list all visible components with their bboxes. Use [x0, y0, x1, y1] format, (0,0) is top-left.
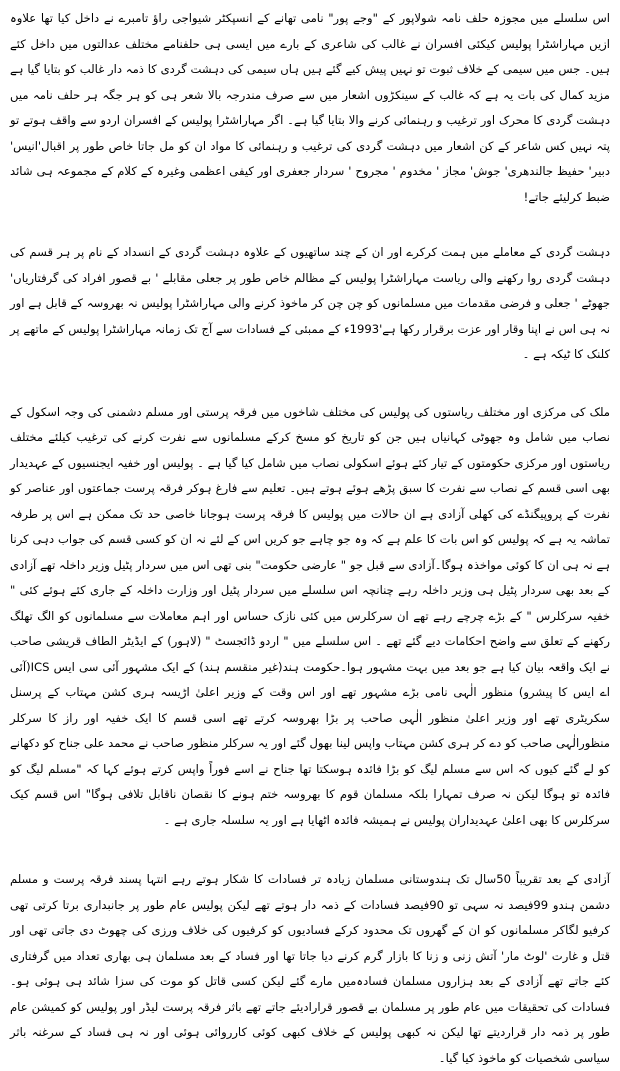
paragraph-riots-history: آزادی کے بعد تقریباً 50سال تک ہندوستانی مسلمان زیادہ تر فسادات کا شکار ہوتے رہے انتہا پسند فرقہ پرست و مسلم دشمن ہندو 99فیصد نہ سہی تو 90فیصد فسادات کے ذمہ دار ہوتے تھے لیکن پولیس عام طور پر جانبداری برتا کرتی تھی کرفیو لگاکر مسلمانوں کو ان کے گھروں تک محدود کرکے فسادیوں کو کرفیوں کی خلاف ورزی کی چھوٹ دی جاتی تھی اور قتل و غارت 'لوٹ مار' آتش زنی و زنا کا بازار گرم کرنے دیا جاتا تھا اور فساد کے بعد مسلمان ہی بھاری تعداد میں گرفتاری کئے جاتے تھے آزادی کے بعد ہزاروں مسلمان فسادہ‌میں مارے گئے لیکن کسی قاتل کو موت کی سزا شائد ہی ہوئی ہو۔ فسادات کی تحقیقات میں عام طور پر مسلمان بے قصور قرارادیئے جاتے تھے باثر فرقہ پرست لیڈر اور پولیس کو کمیشن عام طور پر ذمہ دار قراردیتے تھا لیکن نہ کبھی پولیس کے خلاف کبھی کوئی کارروائی ہوئی اور نہ ہی فساد کے سرغنہ باثر سیاسی شخصیات کو ماخوذ کیا گیا۔: [10, 872, 611, 1065]
paragraph-ghalib-affidavits: اس سلسلے میں مجوزہ حلف نامہ شولاپور کے "وجے پور" نامی تھانے کے انسپکٹر شیواجی راؤ تامبرے نے داخل کیا تھا علاوہ ازیں مہاراشٹرا پولیس کیکئی افسران نے غالب کی شاعری کے بارے میں ایسی ہی حلفنامے مختلف عدالتوں میں داخل کئے ہیں۔ جس میں سیمی کے خلاف ثبوت تو نہیں پیش کیے گئے ہیں ہاں سیمی کی دہشت گردی کا ذمہ دار غالب کو بتایا گیا ہے مزید کمال کی بات یہ ہے کہ غالب کے سینکڑوں اشعار میں سے صرف مندرجہ بالا شعر ہی کو ہر جگہ ہر حلف نامہ میں دہشت گردی کا محرک اور ترغیب و رہنمائی کرنے والا بتایا گیا ہے۔ اگر مہاراشٹرا پولیس کے افسران اردو سے واقف ہوتے تو پتہ نہیں کس شاعر کے کن اشعار میں دہشت گردی کی ترغیب و رہنمائی کا مواد ان کو مل جاتا خاص طور پر اقبال'انیس' دبیر' حفیظ جالندھری' جوش' مجاز ' مخدوم ' مجروح ' سردار جعفری اور کیفی اعظمی وغیرہ کے کلام کے مجموعہ ہی شائد ضبط کرلیئے جاتے!: [10, 11, 610, 204]
paragraph-maharashtra-police: دہشت گردی کے معاملے میں ہمت کرکرے اور ان کے چند ساتھیوں کے علاوہ دہشت گردی کے انسداد کے نام پر ہر قسم کی دہشت گردی روا رکھنے والی ریاست مہاراشٹرا پولیس کے مظالم خاص طور پر جعلی مقابلے ' بے قصور افراد کی گرفتاریاں' جھوٹے ' جعلی و فرضی مقدمات میں مسلمانوں کو چن چن کر ماخوذ کرنے والی مہاراشٹرا پولیس نہ بھروسہ کے قابل ہے اور نہ ہی اس نے اپنا وقار اور عزت برقرار رکھا ہے'1993ء کے ممبئی کے فسادات سے آج تک زمانہ مہاراشٹرا پولیس کے ماتھے پر کلنک کا ٹیکہ ہے ۔: [10, 245, 610, 361]
paragraph-police-bias: ملک کی مرکزی اور مختلف ریاستوں کی پولیس کی مختلف شاخوں میں فرقہ پرستی اور مسلم دشمنی کی وجہ اسکول کے نصاب میں شامل وہ جھوٹی کہانیاں ہیں جن کو تاریخ کو مسخ کرکے مسلمانوں سے نفرت کرنے کی ترغیب کیلئے مختلف ریاستوں اور مرکزی حکومتوں کے تیار کئے ہوئے اسکولی نصاب میں شامل کیا گیا ہے ۔ پولیس اور خفیہ ایجنسیوں کے عہدیدار بھی اسی قسم کے نصاب سے نفرت کا سبق پڑھے ہوئے ہوتے ہیں۔ تعلیم سے فارغ ہوکر فرقہ پرست جماعتوں اور عناصر کو نفرت کے پروپیگنڈے کی کھلی آزادی ہے ان حالات میں پولیس کا فرقہ پرست ہوجانا خاصی حد تک ممکن ہے اس پر طرفہ تماشہ یہ ہے کہ پولیس کو اس بات کا علم ہے کہ وہ جو چاہے جو کریں اس کے لئے نہ ان کو کسی قسم کی جواب دہی کرنا ہے نہ ہی ان کا کوئی مواخذہ ہوگا۔آزادی سے قبل جو " عارضی حکومت" بنی تھی اس میں سردار پٹیل وزیر داخلہ تھے آزادی کے بعد بھی سردار پٹیل ہی وزیر داخلہ رہے چنانچہ اس سلسلے میں سردار پٹیل اور وزارت داخلہ کے جاری کئے ہوئے کئی " خفیہ سرکلرس " کے بڑے چرچے رہے تھے ان سرکلرس میں کئی نازک حساس اور اہم معاملات سے مسلمانوں کو الگ تھلگ رکھنے کے تعلق سے واضح احکامات دیے گئے تھے ۔ اس سلسلے میں " اردو ڈائجسٹ " (لاہور) کے ایڈیٹر الطاف قریشی صاحب نے ایک واقعہ بیان کیا ہے جو بعد میں بہت مشہور ہوا۔حکومت ہند(غیر منقسم ہند) کے ایک مشہور آئی سی ایس ICS(آئی اے ایس کا پیشرو) منظور الٰہی نامی بڑے مشہور تھے اور اس وقت کے وزیر اعلیٰ اڑیسہ ہری کشن مہتاب کے پرسنل سکریٹری تھے اور وزیر اعلیٰ منظور الٰہی صاحب پر بڑا بھروسہ کرتے تھے اسی قسم کا ایک خفیہ اور راز کا سرکلر منظورالٰہی صاحب کو دے کر ہری کشن مہتاب واپس لینا بھول گئے اور یہ سرکلر منظور صاحب نے محمد علی جناح کو دکھانے کو لے گئے کیوں کہ اس سے مسلم لیگ کو بڑا فائدہ ہوسکتا تھا جناح نے اسے فوراً واپس کرتے ہوئے کہا کہ "مسلم لیگ کو فائدہ تو ہوگا لیکن نہ صرف تمہارا بلکہ مسلمان قوم کا بھروسہ ختم ہونے کا نقصان ناقابل تلافی ہوگا" اس قسم کیک سرکلرس کا بھی اعلیٰ عہدیداران پولیس نے ہمیشہ فائدہ اٹھایا ہے اور یہ سلسلہ جاری ہے ۔: [10, 404, 610, 827]
